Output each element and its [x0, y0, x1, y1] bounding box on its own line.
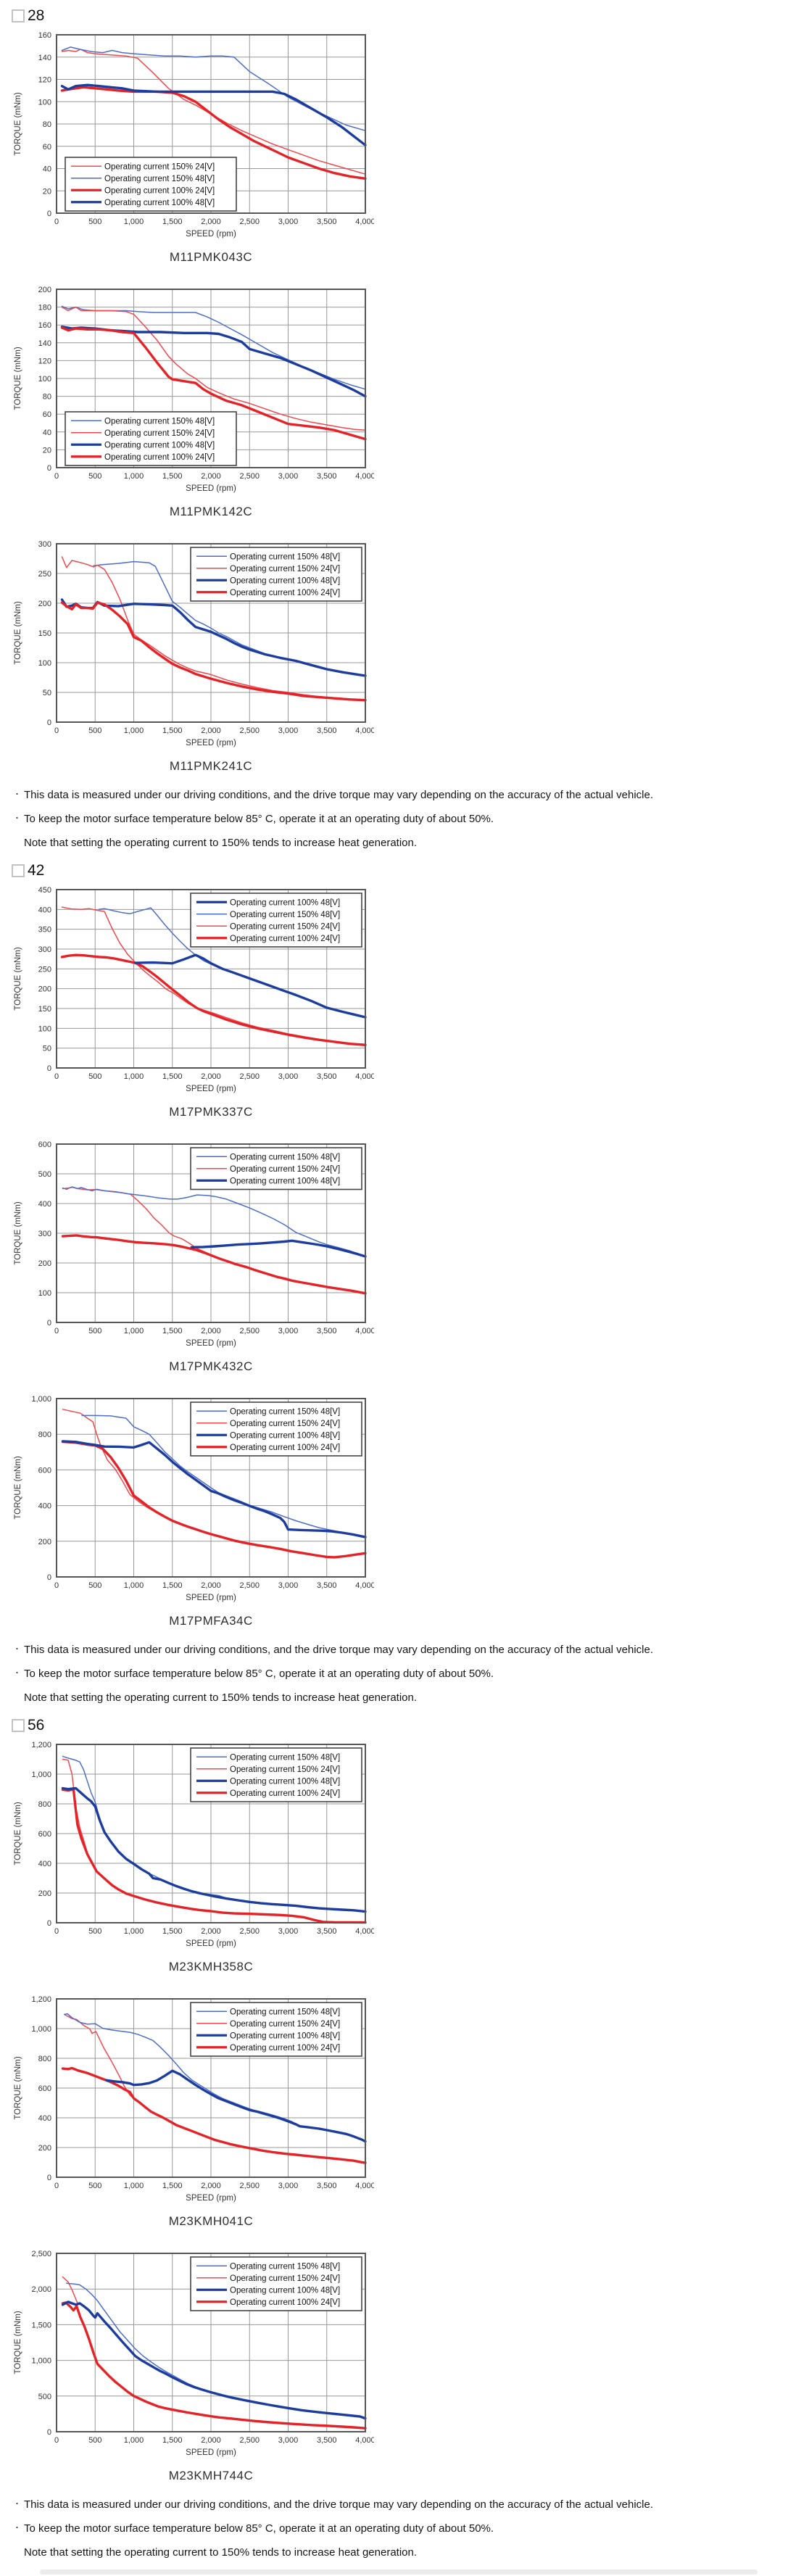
note-line — [13, 808, 809, 832]
section-notes — [13, 784, 809, 855]
svg-text:160: 160 — [38, 31, 51, 40]
chart-model-title: M17PMFA34C — [169, 1614, 253, 1628]
torque-speed-chart — [12, 1992, 374, 2209]
svg-text:500: 500 — [88, 726, 102, 735]
svg-text:4,000: 4,000 — [355, 472, 374, 481]
series-line-thin_red — [62, 49, 366, 174]
x-axis-label: SPEED (rpm) — [186, 1939, 236, 1948]
svg-text:100: 100 — [38, 98, 51, 107]
svg-text:4,000: 4,000 — [355, 2436, 374, 2445]
svg-text:2,000: 2,000 — [201, 2436, 221, 2445]
svg-text:200: 200 — [38, 600, 51, 608]
svg-text:1,000: 1,000 — [123, 2182, 144, 2190]
note-text: To keep the motor surface temperature below 85° C, operate it at an operating duty of about 50%. — [24, 2522, 494, 2535]
svg-text:2,500: 2,500 — [239, 726, 260, 735]
svg-text:500: 500 — [38, 1170, 51, 1179]
svg-text:3,000: 3,000 — [278, 1327, 299, 1335]
svg-text:0: 0 — [46, 2174, 51, 2182]
chart-model-title: M17PMK337C — [169, 1105, 253, 1119]
legend-entry-label: Operating current 150% 48[V] — [104, 174, 215, 183]
chart-model-title: M23KMH744C — [168, 2469, 254, 2482]
chart-block-M23KMH744C — [12, 2246, 376, 2483]
svg-text:2,500: 2,500 — [239, 472, 260, 481]
svg-text:500: 500 — [88, 2436, 102, 2445]
svg-text:2,500: 2,500 — [31, 2250, 51, 2258]
chart-block-M23KMH358C — [12, 1737, 376, 1974]
legend-entry-label: Operating current 100% 48[V] — [230, 1431, 341, 1441]
chart-model-title: M11PMK142C — [169, 505, 253, 518]
svg-text:1,000: 1,000 — [31, 1771, 51, 1779]
svg-text:3,500: 3,500 — [316, 1072, 337, 1081]
svg-text:1,500: 1,500 — [162, 1581, 183, 1590]
svg-text:100: 100 — [38, 1289, 51, 1298]
svg-text:120: 120 — [38, 357, 51, 366]
section-size-label — [12, 862, 809, 879]
svg-text:0: 0 — [46, 2428, 51, 2437]
legend-entry-label: Operating current 150% 48[V] — [230, 2262, 341, 2271]
svg-text:3,000: 3,000 — [278, 726, 299, 735]
series-line-thin_blue — [62, 306, 366, 389]
svg-text:1,000: 1,000 — [123, 2436, 144, 2445]
y-axis-label: TORQUE (mNm) — [14, 347, 22, 410]
note-line — [13, 2517, 809, 2541]
note-bullet-icon: ・ — [13, 2500, 21, 2509]
torque-speed-chart — [12, 1737, 374, 1955]
svg-text:1,500: 1,500 — [162, 1072, 183, 1081]
y-axis-label: TORQUE (mNm) — [14, 1802, 22, 1865]
svg-text:40: 40 — [42, 428, 51, 437]
y-axis-label: TORQUE (mNm) — [14, 92, 22, 156]
svg-text:3,500: 3,500 — [316, 726, 337, 735]
svg-text:0: 0 — [54, 472, 59, 481]
svg-text:3,000: 3,000 — [278, 1072, 299, 1081]
chart-block-M17PMFA34C — [12, 1391, 376, 1628]
svg-text:2,000: 2,000 — [201, 1327, 221, 1335]
note-line — [13, 1662, 809, 1686]
svg-text:80: 80 — [42, 392, 51, 402]
size-section-42 — [12, 862, 809, 1710]
legend-entry-label: Operating current 150% 24[V] — [230, 1419, 341, 1428]
series-line-thin_red — [63, 2277, 78, 2305]
note-line — [13, 2541, 809, 2564]
legend-entry-label: Operating current 150% 24[V] — [230, 922, 341, 932]
note-bullet-icon: ・ — [13, 1645, 21, 1654]
svg-text:200: 200 — [38, 2144, 51, 2153]
chart-legend — [191, 547, 362, 601]
svg-text:450: 450 — [38, 886, 51, 895]
note-line — [13, 832, 809, 855]
svg-text:3,500: 3,500 — [316, 2436, 337, 2445]
svg-text:1,200: 1,200 — [31, 1995, 51, 2004]
svg-text:400: 400 — [38, 1502, 51, 1511]
chart-legend — [65, 412, 236, 465]
x-axis-label: SPEED (rpm) — [186, 230, 236, 239]
note-text: Note that setting the operating current to 150% tends to increase heat generation. — [24, 2546, 418, 2559]
legend-entry-label: Operating current 150% 48[V] — [104, 417, 215, 426]
chart-model-title: M11PMK241C — [169, 759, 253, 773]
svg-text:1,500: 1,500 — [162, 726, 183, 735]
svg-text:200: 200 — [38, 1537, 51, 1546]
torque-speed-chart — [12, 2246, 374, 2464]
square-size-icon — [12, 864, 25, 877]
footer-scrollbar[interactable] — [40, 2569, 758, 2575]
chart-block-M17PMK432C — [12, 1137, 376, 1374]
note-line — [13, 784, 809, 808]
section-notes — [13, 2493, 809, 2564]
svg-text:2,500: 2,500 — [239, 218, 260, 226]
svg-text:2,000: 2,000 — [201, 1927, 221, 1936]
svg-text:300: 300 — [38, 540, 51, 549]
note-bullet-icon: ・ — [13, 790, 21, 799]
chart-block-M11PMK241C — [12, 537, 376, 774]
svg-text:1,000: 1,000 — [123, 1581, 144, 1590]
svg-text:1,500: 1,500 — [162, 1927, 183, 1936]
svg-text:50: 50 — [42, 1044, 51, 1053]
legend-entry-label: Operating current 100% 24[V] — [104, 186, 215, 196]
svg-text:0: 0 — [54, 2182, 59, 2190]
section-size-number: 56 — [28, 1717, 45, 1734]
svg-text:0: 0 — [54, 1581, 59, 1590]
torque-speed-chart — [12, 282, 374, 500]
svg-text:100: 100 — [38, 659, 51, 668]
svg-text:180: 180 — [38, 303, 51, 312]
svg-text:1,000: 1,000 — [123, 726, 144, 735]
torque-speed-chart — [12, 28, 374, 245]
svg-text:500: 500 — [38, 2392, 51, 2401]
svg-text:2,000: 2,000 — [201, 218, 221, 226]
svg-text:500: 500 — [88, 1327, 102, 1335]
svg-text:200: 200 — [38, 286, 51, 294]
svg-text:1,000: 1,000 — [123, 472, 144, 481]
svg-text:2,000: 2,000 — [31, 2285, 51, 2295]
svg-text:60: 60 — [42, 410, 51, 420]
svg-text:500: 500 — [88, 2182, 102, 2190]
legend-entry-label: Operating current 150% 24[V] — [104, 428, 215, 438]
note-text: This data is measured under our driving conditions, and the drive torque may vary depending on the accuracy of the actual vehicle. — [24, 789, 654, 801]
svg-text:500: 500 — [88, 1581, 102, 1590]
square-size-icon — [12, 1719, 25, 1732]
chart-model-title: M11PMK043C — [169, 250, 253, 264]
svg-text:2,500: 2,500 — [239, 1927, 260, 1936]
note-bullet-icon: ・ — [13, 2524, 21, 2532]
x-axis-label: SPEED (rpm) — [186, 1339, 236, 1348]
chart-block-M11PMK142C — [12, 282, 376, 519]
svg-text:0: 0 — [46, 1919, 51, 1928]
y-axis-label: TORQUE (mNm) — [14, 947, 22, 1011]
svg-text:400: 400 — [38, 2114, 51, 2123]
svg-text:1,000: 1,000 — [123, 1072, 144, 1081]
chart-legend — [191, 893, 362, 947]
svg-text:200: 200 — [38, 985, 51, 994]
note-bullet-icon: ・ — [13, 814, 21, 823]
legend-entry-label: Operating current 100% 24[V] — [104, 452, 215, 462]
legend-entry-label: Operating current 100% 24[V] — [230, 1789, 341, 1798]
note-line — [13, 1639, 809, 1662]
legend-entry-label: Operating current 100% 48[V] — [230, 1777, 341, 1786]
svg-text:2,000: 2,000 — [201, 2182, 221, 2190]
svg-text:0: 0 — [46, 464, 51, 473]
legend-entry-label: Operating current 150% 48[V] — [230, 910, 341, 919]
chart-block-M23KMH041C — [12, 1992, 376, 2229]
svg-text:3,000: 3,000 — [278, 2436, 299, 2445]
svg-text:600: 600 — [38, 1466, 51, 1475]
y-axis-label: TORQUE (mNm) — [14, 1456, 22, 1520]
svg-text:80: 80 — [42, 120, 51, 129]
svg-text:2,000: 2,000 — [201, 1072, 221, 1081]
note-text: This data is measured under our driving conditions, and the drive torque may vary depending on the accuracy of the actual vehicle. — [24, 1644, 654, 1656]
y-axis-label: TORQUE (mNm) — [14, 1201, 22, 1265]
svg-text:4,000: 4,000 — [355, 1927, 374, 1936]
svg-text:0: 0 — [46, 1319, 51, 1328]
svg-text:200: 200 — [38, 1259, 51, 1268]
legend-entry-label: Operating current 100% 48[V] — [230, 2286, 341, 2295]
legend-entry-label: Operating current 100% 48[V] — [230, 898, 341, 908]
svg-text:3,000: 3,000 — [278, 1927, 299, 1936]
charts-grid — [12, 1737, 809, 2483]
legend-entry-label: Operating current 150% 24[V] — [230, 2274, 341, 2283]
series-line-thick_blue — [62, 600, 366, 676]
svg-text:400: 400 — [38, 906, 51, 915]
chart-legend — [65, 157, 236, 211]
legend-entry-label: Operating current 150% 24[V] — [230, 564, 341, 573]
x-axis-label: SPEED (rpm) — [186, 484, 236, 493]
svg-text:500: 500 — [88, 1927, 102, 1936]
note-text: This data is measured under our driving conditions, and the drive torque may vary depending on the accuracy of the actual vehicle. — [24, 2498, 654, 2511]
svg-text:1,500: 1,500 — [162, 472, 183, 481]
svg-text:1,000: 1,000 — [123, 218, 144, 226]
svg-text:4,000: 4,000 — [355, 1072, 374, 1081]
series-line-thick_red — [62, 955, 366, 1045]
svg-text:4,000: 4,000 — [355, 2182, 374, 2190]
svg-text:0: 0 — [54, 218, 59, 226]
size-section-28 — [12, 7, 809, 855]
note-text: To keep the motor surface temperature below 85° C, operate it at an operating duty of about 50%. — [24, 813, 494, 825]
svg-text:250: 250 — [38, 965, 51, 974]
legend-entry-label: Operating current 100% 48[V] — [104, 198, 215, 207]
series-line-thick_red — [63, 2068, 366, 2163]
svg-text:50: 50 — [42, 689, 51, 697]
svg-text:3,500: 3,500 — [316, 1581, 337, 1590]
section-notes — [13, 1639, 809, 1710]
svg-text:2,000: 2,000 — [201, 1581, 221, 1590]
svg-text:0: 0 — [54, 1072, 59, 1081]
svg-text:3,500: 3,500 — [316, 472, 337, 481]
svg-text:0: 0 — [54, 1927, 59, 1936]
legend-entry-label: Operating current 150% 48[V] — [230, 1407, 341, 1417]
note-line — [13, 1686, 809, 1710]
chart-model-title: M23KMH358C — [168, 1960, 254, 1974]
note-text: Note that setting the operating current to 150% tends to increase heat generation. — [24, 837, 418, 849]
svg-text:0: 0 — [54, 726, 59, 735]
series-line-thick_blue — [62, 327, 366, 397]
svg-text:4,000: 4,000 — [355, 1581, 374, 1590]
svg-text:2,500: 2,500 — [239, 1072, 260, 1081]
svg-text:20: 20 — [42, 187, 51, 196]
legend-entry-label: Operating current 150% 24[V] — [230, 1765, 341, 1774]
legend-entry-label: Operating current 100% 24[V] — [230, 2298, 341, 2307]
svg-text:100: 100 — [38, 1024, 51, 1034]
svg-text:3,500: 3,500 — [316, 1327, 337, 1335]
svg-text:40: 40 — [42, 165, 51, 174]
svg-text:60: 60 — [42, 142, 51, 152]
svg-text:800: 800 — [38, 1800, 51, 1809]
y-axis-label: TORQUE (mNm) — [14, 2311, 22, 2374]
page-root — [12, 7, 809, 2564]
svg-text:3,000: 3,000 — [278, 1581, 299, 1590]
svg-text:140: 140 — [38, 53, 51, 62]
section-size-number: 28 — [28, 7, 45, 24]
charts-grid — [12, 28, 809, 774]
svg-text:500: 500 — [88, 472, 102, 481]
svg-text:0: 0 — [46, 718, 51, 727]
svg-text:2,500: 2,500 — [239, 2436, 260, 2445]
note-line — [13, 2493, 809, 2517]
legend-entry-label: Operating current 150% 24[V] — [230, 1164, 341, 1174]
torque-speed-chart — [12, 537, 374, 754]
svg-text:4,000: 4,000 — [355, 1327, 374, 1335]
series-line-thick_red — [63, 2303, 366, 2428]
section-size-label — [12, 1717, 809, 1734]
svg-text:1,000: 1,000 — [31, 2025, 51, 2034]
square-size-icon — [12, 9, 25, 22]
x-axis-label: SPEED (rpm) — [186, 2448, 236, 2457]
legend-entry-label: Operating current 100% 48[V] — [230, 2032, 341, 2041]
chart-legend — [191, 2257, 362, 2311]
note-bullet-icon: ・ — [13, 1669, 21, 1678]
chart-legend — [191, 2003, 362, 2056]
x-axis-label: SPEED (rpm) — [186, 2194, 236, 2203]
legend-entry-label: Operating current 150% 48[V] — [230, 1753, 341, 1763]
chart-legend — [191, 1148, 362, 1190]
svg-text:800: 800 — [38, 2055, 51, 2063]
svg-text:1,500: 1,500 — [162, 218, 183, 226]
svg-text:100: 100 — [38, 375, 51, 384]
svg-text:1,500: 1,500 — [31, 2321, 51, 2330]
svg-text:1,200: 1,200 — [31, 1741, 51, 1749]
svg-text:120: 120 — [38, 75, 51, 85]
svg-text:1,500: 1,500 — [162, 2436, 183, 2445]
svg-text:600: 600 — [38, 1830, 51, 1839]
torque-speed-chart — [12, 1137, 374, 1354]
svg-text:1,000: 1,000 — [123, 1327, 144, 1335]
legend-entry-label: Operating current 100% 48[V] — [104, 441, 215, 450]
svg-text:0: 0 — [46, 1064, 51, 1073]
svg-text:150: 150 — [38, 1005, 51, 1014]
y-axis-label: TORQUE (mNm) — [14, 2056, 22, 2120]
y-axis-label: TORQUE (mNm) — [14, 601, 22, 665]
svg-text:2,000: 2,000 — [201, 726, 221, 735]
svg-text:300: 300 — [38, 945, 51, 954]
svg-text:500: 500 — [88, 1072, 102, 1081]
svg-text:600: 600 — [38, 2084, 51, 2093]
x-axis-label: SPEED (rpm) — [186, 1594, 236, 1602]
series-line-thin_red — [65, 2015, 134, 2099]
svg-text:0: 0 — [46, 210, 51, 218]
chart-legend — [191, 1748, 362, 1802]
charts-grid — [12, 882, 809, 1628]
note-text: To keep the motor surface temperature below 85° C, operate it at an operating duty of about 50%. — [24, 1668, 494, 1680]
svg-text:160: 160 — [38, 321, 51, 331]
chart-block-M11PMK043C — [12, 28, 376, 265]
legend-entry-label: Operating current 150% 48[V] — [230, 1153, 341, 1162]
svg-text:250: 250 — [38, 570, 51, 579]
legend-entry-label: Operating current 100% 24[V] — [230, 588, 341, 597]
svg-text:0: 0 — [54, 2436, 59, 2445]
svg-text:2,500: 2,500 — [239, 2182, 260, 2190]
legend-entry-label: Operating current 100% 48[V] — [230, 576, 341, 586]
series-line-thin_red — [63, 1760, 97, 1871]
legend-entry-label: Operating current 100% 24[V] — [230, 934, 341, 943]
svg-text:1,000: 1,000 — [31, 1395, 51, 1404]
svg-text:3,000: 3,000 — [278, 472, 299, 481]
svg-text:140: 140 — [38, 339, 51, 348]
legend-entry-label: Operating current 150% 48[V] — [230, 552, 341, 562]
svg-text:2,500: 2,500 — [239, 1327, 260, 1335]
torque-speed-chart — [12, 882, 374, 1100]
svg-text:3,500: 3,500 — [316, 218, 337, 226]
svg-text:4,000: 4,000 — [355, 726, 374, 735]
legend-entry-label: Operating current 100% 48[V] — [230, 1177, 341, 1186]
svg-text:3,500: 3,500 — [316, 1927, 337, 1936]
series-line-thick_red — [63, 1442, 366, 1557]
note-text: Note that setting the operating current to 150% tends to increase heat generation. — [24, 1691, 418, 1704]
svg-text:3,000: 3,000 — [278, 218, 299, 226]
svg-text:400: 400 — [38, 1200, 51, 1209]
legend-entry-label: Operating current 100% 24[V] — [230, 1443, 341, 1452]
x-axis-label: SPEED (rpm) — [186, 1085, 236, 1093]
legend-entry-label: Operating current 150% 24[V] — [230, 2019, 341, 2029]
section-size-label — [12, 7, 809, 25]
svg-text:4,000: 4,000 — [355, 218, 374, 226]
x-axis-label: SPEED (rpm) — [186, 739, 236, 747]
svg-text:350: 350 — [38, 925, 51, 935]
chart-model-title: M23KMH041C — [168, 2214, 254, 2228]
legend-entry-label: Operating current 150% 24[V] — [104, 162, 215, 172]
svg-text:0: 0 — [46, 1573, 51, 1582]
svg-text:1,000: 1,000 — [123, 1927, 144, 1936]
svg-text:600: 600 — [38, 1140, 51, 1149]
svg-text:200: 200 — [38, 1889, 51, 1898]
svg-text:0: 0 — [54, 1327, 59, 1335]
torque-speed-chart — [12, 1391, 374, 1609]
legend-entry-label: Operating current 100% 24[V] — [230, 2043, 341, 2053]
svg-text:150: 150 — [38, 629, 51, 638]
legend-entry-label: Operating current 150% 48[V] — [230, 2008, 341, 2017]
svg-text:1,500: 1,500 — [162, 1327, 183, 1335]
series-line-thick_red — [62, 602, 366, 700]
svg-text:400: 400 — [38, 1860, 51, 1868]
svg-text:3,500: 3,500 — [316, 2182, 337, 2190]
chart-block-M17PMK337C — [12, 882, 376, 1119]
svg-text:1,500: 1,500 — [162, 2182, 183, 2190]
size-section-56 — [12, 1717, 809, 2564]
svg-text:2,000: 2,000 — [201, 472, 221, 481]
svg-text:20: 20 — [42, 446, 51, 455]
section-size-number: 42 — [28, 862, 45, 879]
svg-text:800: 800 — [38, 1430, 51, 1440]
chart-model-title: M17PMK432C — [169, 1359, 253, 1373]
series-line-thick_red — [63, 1789, 366, 1923]
svg-text:2,500: 2,500 — [239, 1581, 260, 1590]
svg-text:3,000: 3,000 — [278, 2182, 299, 2190]
series-line-thick_blue — [191, 1241, 365, 1256]
svg-text:1,000: 1,000 — [31, 2356, 51, 2366]
svg-text:300: 300 — [38, 1230, 51, 1238]
chart-legend — [191, 1402, 362, 1456]
svg-text:500: 500 — [88, 218, 102, 226]
